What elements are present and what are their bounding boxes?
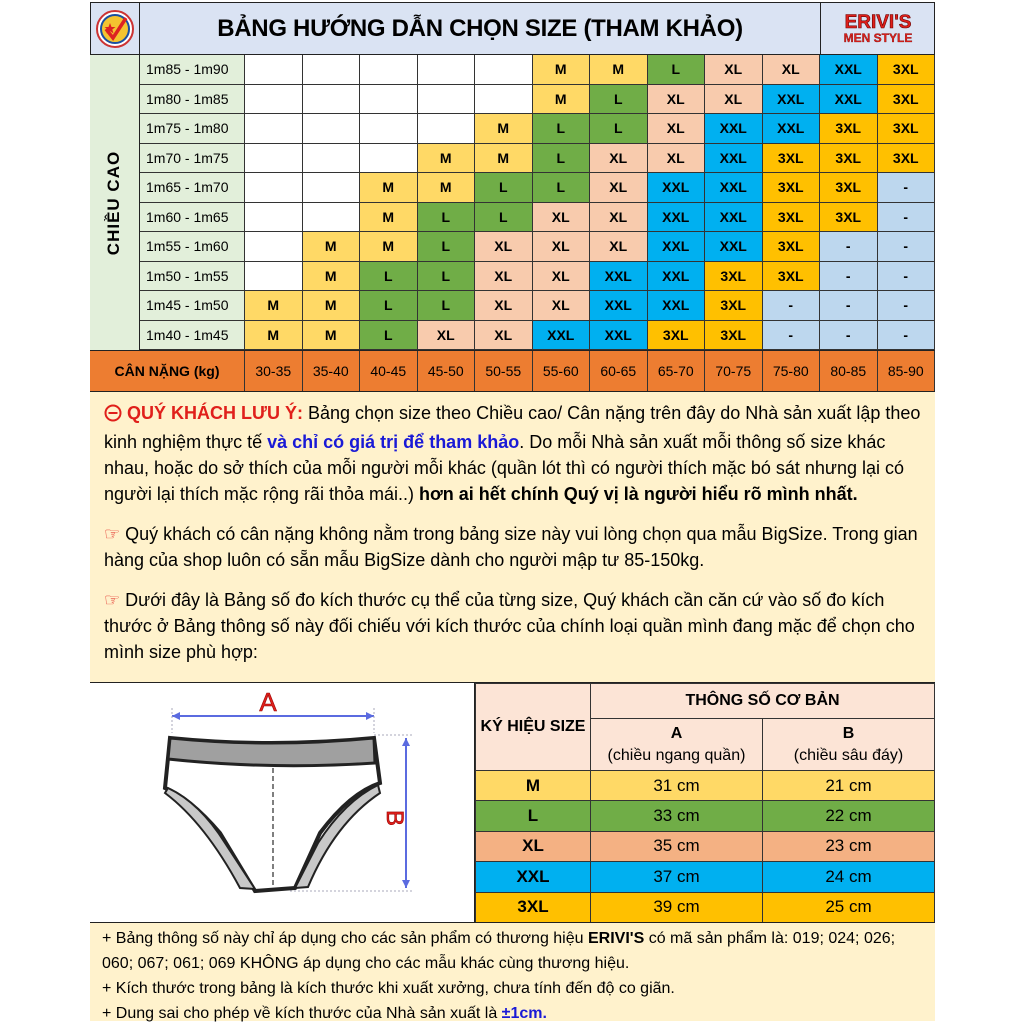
size-cell: XL: [418, 321, 476, 351]
size-cell: 3XL: [648, 321, 706, 351]
size-cell: 3XL: [705, 262, 763, 292]
size-cell: XXL: [648, 291, 706, 321]
brand-tagline: MEN STYLE: [843, 31, 913, 45]
size-cell: L: [418, 203, 476, 233]
grid-row: [140, 262, 935, 292]
minus-circle-icon: [104, 403, 122, 429]
size-cell: [245, 55, 303, 85]
size-cell: [418, 55, 476, 85]
weight-range: 85-90: [878, 351, 936, 391]
size-cell: -: [878, 291, 936, 321]
spec-size: M: [476, 771, 591, 801]
spec-a: 37 cm: [591, 862, 763, 892]
weight-range: 30-35: [245, 351, 303, 391]
spec-b: 25 cm: [763, 892, 935, 922]
size-cell: XL: [475, 232, 533, 262]
col-size-header: KÝ HIỆU SIZE: [476, 684, 591, 771]
size-cell: XL: [648, 144, 706, 174]
grid-row: [140, 232, 935, 262]
size-cell: L: [418, 232, 476, 262]
size-cell: XXL: [590, 291, 648, 321]
size-cell: L: [475, 173, 533, 203]
size-cell: XXL: [705, 203, 763, 233]
size-cell: M: [360, 173, 418, 203]
size-cell: -: [878, 203, 936, 233]
spec-row: [476, 801, 935, 831]
size-cell: XXL: [705, 144, 763, 174]
size-cell: [245, 114, 303, 144]
spec-a: 35 cm: [591, 831, 763, 861]
height-range: 1m40 - 1m45: [140, 321, 245, 351]
grid-row: [140, 173, 935, 203]
weight-range: 40-45: [360, 351, 418, 391]
size-cell: 3XL: [878, 85, 936, 115]
size-cell: M: [418, 144, 476, 174]
size-cell: XXL: [590, 262, 648, 292]
size-cell: [245, 232, 303, 262]
spec-a: 39 cm: [591, 892, 763, 922]
grid-row: [140, 321, 935, 351]
grid-row: [140, 291, 935, 321]
size-cell: [360, 85, 418, 115]
weight-range: 55-60: [533, 351, 591, 391]
size-grid: [140, 55, 935, 350]
size-cell: [245, 85, 303, 115]
notes-section: [90, 392, 935, 683]
size-cell: [418, 85, 476, 115]
size-cell: [245, 203, 303, 233]
note-bigsize: ☞ Quý khách có cân nặng không nằm trong bảng size này vui lòng chọn qua mẫu BigSize. Trong gian hàng của shop luôn có sẵn mẫu BigSize dành cho người mập tư 85-150kg.: [104, 524, 918, 570]
size-cell: 3XL: [763, 203, 821, 233]
size-cell: -: [820, 291, 878, 321]
underwear-diagram: [90, 683, 475, 922]
size-cell: M: [245, 321, 303, 351]
size-cell: XXL: [763, 85, 821, 115]
size-cell: [303, 144, 361, 174]
size-cell: 3XL: [763, 144, 821, 174]
size-cell: M: [533, 85, 591, 115]
size-cell: -: [878, 232, 936, 262]
size-cell: M: [418, 173, 476, 203]
height-range: 1m45 - 1m50: [140, 291, 245, 321]
size-cell: XL: [590, 144, 648, 174]
size-cell: M: [245, 291, 303, 321]
footer-notes: [90, 922, 935, 1021]
size-cell: XL: [475, 321, 533, 351]
spec-table: [475, 683, 935, 922]
spec-b: 21 cm: [763, 771, 935, 801]
weight-row: [90, 350, 935, 392]
spec-size: 3XL: [476, 892, 591, 922]
size-cell: XL: [648, 85, 706, 115]
size-cell: 3XL: [763, 173, 821, 203]
size-cell: -: [820, 262, 878, 292]
footer-line-size: + Kích thước trong bảng là kích thước khi xuất xưởng, chưa tính đến độ co giãn.: [102, 980, 675, 997]
size-cell: [303, 173, 361, 203]
size-cell: XXL: [648, 203, 706, 233]
size-cell: XXL: [648, 232, 706, 262]
size-cell: XXL: [763, 114, 821, 144]
size-cell: XXL: [820, 85, 878, 115]
weight-range: 75-80: [763, 351, 821, 391]
height-range: 1m50 - 1m55: [140, 262, 245, 292]
size-cell: XL: [705, 85, 763, 115]
size-cell: -: [820, 321, 878, 351]
size-cell: XL: [533, 262, 591, 292]
size-cell: XXL: [590, 321, 648, 351]
size-cell: [360, 114, 418, 144]
height-range: 1m65 - 1m70: [140, 173, 245, 203]
size-cell: [303, 55, 361, 85]
size-cell: [303, 85, 361, 115]
note-disclaimer: QUÝ KHÁCH LƯU Ý: Bảng chọn size theo Chiều cao/ Cân nặng trên đây do Nhà sản xuất lập theo kinh nghiệm thực tế và chỉ có giá trị để tham khảo. Do mỗi Nhà sản xuất mỗi thông số size khác nhau, hoặc do sở thích của mỗi người mỗi khác (quần lót thì có người thích mặc bó sát nhưng lại có người lại thích mặc rộng rãi thỏa mái..) hơn ai hết chính Quý vị là người hiểu rõ mình nhất.: [104, 403, 921, 504]
size-cell: 3XL: [705, 321, 763, 351]
height-range: 1m55 - 1m60: [140, 232, 245, 262]
size-cell: -: [820, 232, 878, 262]
height-range: 1m80 - 1m85: [140, 85, 245, 115]
size-cell: XL: [533, 291, 591, 321]
size-cell: M: [303, 291, 361, 321]
size-cell: 3XL: [820, 203, 878, 233]
spec-size: XXL: [476, 862, 591, 892]
size-cell: XL: [590, 203, 648, 233]
size-cell: 3XL: [763, 232, 821, 262]
size-cell: M: [475, 114, 533, 144]
spec-b: 23 cm: [763, 831, 935, 861]
size-cell: 3XL: [878, 114, 936, 144]
spec-b: 24 cm: [763, 862, 935, 892]
weight-range: 45-50: [418, 351, 476, 391]
size-cell: [360, 55, 418, 85]
page-title: BẢNG HƯỚNG DẪN CHỌN SIZE (THAM KHẢO): [217, 14, 743, 42]
weight-range: 70-75: [705, 351, 763, 391]
weight-axis-label: CÂN NẶNG (kg): [90, 351, 245, 391]
spec-size: XL: [476, 831, 591, 861]
size-cell: XL: [475, 291, 533, 321]
size-cell: 3XL: [705, 291, 763, 321]
size-cell: -: [878, 262, 936, 292]
size-cell: XXL: [533, 321, 591, 351]
size-cell: L: [533, 173, 591, 203]
size-cell: L: [475, 203, 533, 233]
weight-range: 50-55: [475, 351, 533, 391]
size-cell: L: [533, 114, 591, 144]
grid-row: [140, 114, 935, 144]
size-cell: XL: [763, 55, 821, 85]
grid-row: [140, 203, 935, 233]
size-cell: L: [360, 262, 418, 292]
grid-row: [140, 85, 935, 115]
size-cell: 3XL: [878, 144, 936, 174]
size-cell: -: [763, 321, 821, 351]
size-cell: 3XL: [878, 55, 936, 85]
size-cell: XXL: [820, 55, 878, 85]
size-cell: 3XL: [820, 114, 878, 144]
quality-seal-icon: [95, 9, 135, 49]
size-cell: XL: [533, 232, 591, 262]
size-cell: [475, 85, 533, 115]
size-cell: XXL: [705, 232, 763, 262]
size-cell: XL: [475, 262, 533, 292]
note-measurement: ☞ Dưới đây là Bảng số đo kích thước cụ thể của từng size, Quý khách cần căn cứ vào số đo kích thước ở Bảng thông số này đối chiếu với kích thước của chính loại quần mình đang mặc để chọn cho mình size phù hợp:: [104, 590, 915, 662]
weight-range: 65-70: [648, 351, 706, 391]
size-cell: XXL: [648, 173, 706, 203]
size-cell: [245, 262, 303, 292]
size-cell: XL: [648, 114, 706, 144]
size-cell: M: [303, 321, 361, 351]
size-cell: [360, 144, 418, 174]
size-cell: L: [360, 291, 418, 321]
spec-row: [476, 862, 935, 892]
size-cell: [475, 55, 533, 85]
quality-logo: [90, 2, 140, 55]
size-cell: L: [418, 291, 476, 321]
pointing-hand-icon: ☞: [104, 590, 121, 610]
size-cell: M: [590, 55, 648, 85]
size-cell: L: [418, 262, 476, 292]
footer-line-tolerance: + Dung sai cho phép về kích thước của Nhà sản xuất là ±1cm.: [102, 1005, 547, 1022]
label-b: B: [381, 809, 408, 827]
size-cell: L: [648, 55, 706, 85]
spec-a: 31 cm: [591, 771, 763, 801]
size-cell: M: [533, 55, 591, 85]
size-cell: XL: [533, 203, 591, 233]
size-cell: XXL: [705, 173, 763, 203]
height-range: 1m70 - 1m75: [140, 144, 245, 174]
height-range: 1m60 - 1m65: [140, 203, 245, 233]
size-cell: L: [533, 144, 591, 174]
weight-range: 80-85: [820, 351, 878, 391]
spec-row: [476, 771, 935, 801]
height-range: 1m75 - 1m80: [140, 114, 245, 144]
size-cell: [245, 144, 303, 174]
height-range: 1m85 - 1m90: [140, 55, 245, 85]
label-a: A: [259, 687, 277, 717]
size-cell: M: [360, 232, 418, 262]
brand-name: ERIVI'S: [844, 12, 912, 33]
spec-row: [476, 892, 935, 922]
size-cell: XL: [590, 173, 648, 203]
underwear-icon: [165, 738, 380, 891]
size-cell: XXL: [705, 114, 763, 144]
col-b-header: B (chiều sâu đáy): [763, 719, 935, 771]
size-cell: L: [590, 85, 648, 115]
weight-range: 35-40: [303, 351, 361, 391]
size-cell: M: [360, 203, 418, 233]
grid-row: [140, 55, 935, 85]
size-cell: 3XL: [763, 262, 821, 292]
size-cell: -: [878, 173, 936, 203]
size-cell: L: [360, 321, 418, 351]
size-cell: [245, 173, 303, 203]
size-cell: [418, 114, 476, 144]
spec-a: 33 cm: [591, 801, 763, 831]
spec-row: [476, 831, 935, 861]
size-cell: M: [475, 144, 533, 174]
size-cell: M: [303, 262, 361, 292]
size-cell: M: [303, 232, 361, 262]
group-header: THÔNG SỐ CƠ BẢN: [591, 684, 935, 719]
footer-line-brand: + Bảng thông số này chỉ áp dụng cho các sản phẩm có thương hiệu ERIVI'S có mã sản phẩm là: 019; 024; 026; 060; 067; 061; 069 KHÔNG áp dụng cho các mẫu khác cùng thương hiệu.: [102, 930, 896, 972]
size-cell: 3XL: [820, 173, 878, 203]
height-axis-label: CHIỀU CAO: [90, 55, 140, 350]
spec-size: L: [476, 801, 591, 831]
size-cell: XL: [705, 55, 763, 85]
grid-row: [140, 144, 935, 174]
size-cell: XL: [590, 232, 648, 262]
brand-logo: [820, 2, 935, 55]
size-cell: 3XL: [820, 144, 878, 174]
size-cell: XXL: [648, 262, 706, 292]
col-a-header: A (chiều ngang quần): [591, 719, 763, 771]
size-cell: -: [763, 291, 821, 321]
pointing-hand-icon: ☞: [104, 524, 121, 544]
size-cell: [303, 114, 361, 144]
size-cell: L: [590, 114, 648, 144]
size-cell: -: [878, 321, 936, 351]
spec-b: 22 cm: [763, 801, 935, 831]
weight-range: 60-65: [590, 351, 648, 391]
size-cell: [303, 203, 361, 233]
